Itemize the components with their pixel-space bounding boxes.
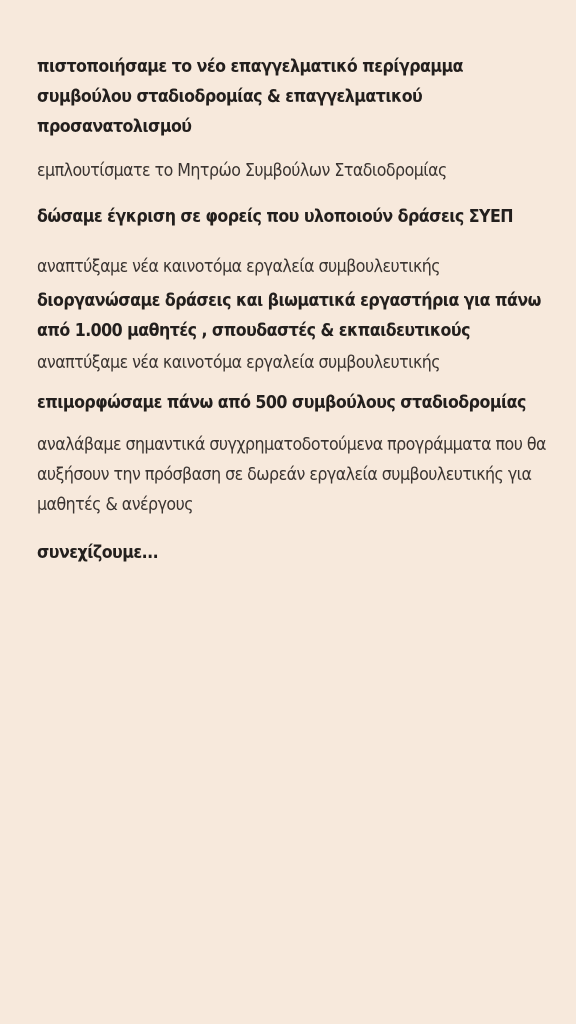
achievement-item: δώσαμε έγκριση σε φορείς που υλοποιούν δράσεις ΣΥΕΠ	[37, 206, 513, 227]
achievement-item: αναπτύξαμε νέα καινοτόμα εργαλεία συμβουλευτικής	[37, 256, 441, 277]
achievement-item: εμπλουτίσματε το Μητρώο Συμβούλων Σταδιοδρομίας	[37, 160, 447, 181]
achievement-item: επιμορφώσαμε πάνω από 500 συμβούλους σταδιοδρομίας	[37, 392, 526, 413]
closing-text: συνεχίζουμε...	[37, 542, 159, 563]
achievement-item: πιστοποιήσαμε το νέο επαγγελματικό περίγραμμα συμβούλου σταδιοδρομίας & επαγγελματικού προσανατολισμού	[37, 56, 464, 137]
achievements-list	[37, 52, 552, 568]
achievement-item: διοργανώσαμε δράσεις και βιωματικά εργαστήρια για πάνω από 1.000 μαθητές , σπουδαστές & εκπαιδευτικούς	[37, 290, 541, 341]
achievement-item: αναπτύξαμε νέα καινοτόμα εργαλεία συμβουλευτικής	[37, 352, 441, 373]
achievement-item: αναλάβαμε σημαντικά συγχρηματοδοτούμενα προγράμματα που θα αυξήσουν την πρόσβαση σε δωρεάν εργαλεία συμβουλευτικής για μαθητές & ανέργους	[37, 434, 546, 515]
